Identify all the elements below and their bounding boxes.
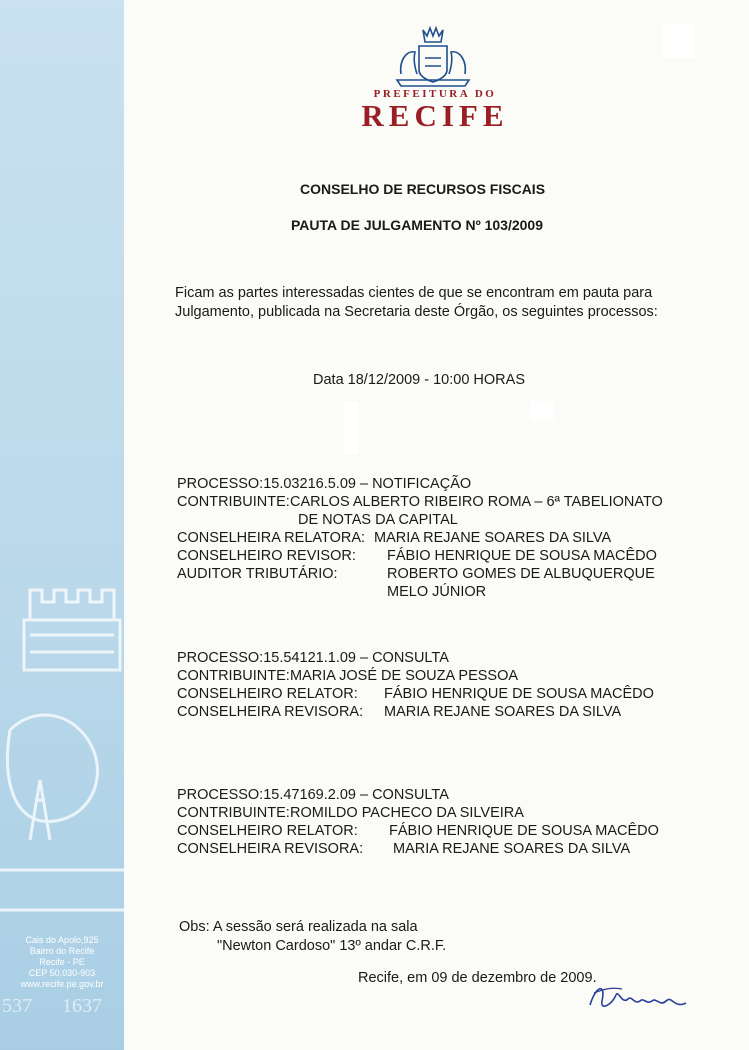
relator-label: CONSELHEIRO RELATOR: <box>177 686 358 702</box>
auditor-value: ROBERTO GOMES DE ALBUQUERQUE <box>387 566 655 582</box>
contribuinte-continuation: DE NOTAS DA CAPITAL <box>298 512 458 528</box>
sidebar-address <box>10 935 114 990</box>
contribuinte-value: ROMILDO PACHECO DA SILVEIRA <box>290 805 524 821</box>
contribuinte-label: CONTRIBUINTE: <box>177 494 290 510</box>
relator-value: MARIA REJANE SOARES DA SILVA <box>374 530 612 546</box>
intro-line: Ficam as partes interessadas cientes de que se encontram em pauta para <box>175 285 653 301</box>
address-website: www.recife.pe.gov.br <box>20 979 104 989</box>
council-title: CONSELHO DE RECURSOS FISCAIS <box>300 181 546 197</box>
auditor-label: AUDITOR TRIBUTÁRIO: <box>177 566 338 582</box>
city-name: RECIFE <box>361 98 509 133</box>
contribuinte-label: CONTRIBUINTE: <box>177 805 290 821</box>
sidebar-strip <box>0 0 124 1050</box>
blank-patch <box>344 402 358 454</box>
process-number: PROCESSO:15.54121.1.09 – CONSULTA <box>177 650 449 666</box>
relator-value: FÁBIO HENRIQUE DE SOUSA MACÊDO <box>384 686 654 702</box>
process-number: PROCESSO:15.47169.2.09 – CONSULTA <box>177 787 449 803</box>
address-line: Cais do Apolo,925 <box>25 935 99 945</box>
revisor-value: MARIA REJANE SOARES DA SILVA <box>393 841 631 857</box>
contribuinte-label: CONTRIBUINTE: <box>177 668 290 684</box>
relator-value: FÁBIO HENRIQUE DE SOUSA MACÊDO <box>389 823 659 839</box>
observation <box>179 918 446 956</box>
place-date: Recife, em 09 de dezembro de 2009. <box>358 970 597 986</box>
auditor-continuation: MELO JÚNIOR <box>387 584 487 600</box>
revisor-label: CONSELHEIRO REVISOR: <box>177 548 356 564</box>
handwritten-signature-icon <box>582 975 692 1020</box>
agenda-title: PAUTA DE JULGAMENTO Nº 103/2009 <box>291 217 543 233</box>
obs-line: "Newton Cardoso" 13º andar C.R.F. <box>217 938 447 954</box>
address-line: CEP 50.030-903 <box>28 968 96 978</box>
blank-patch <box>663 24 695 58</box>
intro-paragraph <box>175 284 695 322</box>
prefeitura-label: PREFEITURA DO <box>373 88 497 100</box>
revisor-label: CONSELHEIRA REVISORA: <box>177 704 364 720</box>
revisor-value: MARIA REJANE SOARES DA SILVA <box>384 704 622 720</box>
session-date: Data 18/12/2009 - 10:00 HORAS <box>313 372 525 388</box>
watermark-year-1: 537 <box>2 995 32 1017</box>
process-number: PROCESSO:15.03216.5.09 – NOTIFICAÇÃO <box>177 476 472 492</box>
contribuinte-value: MARIA JOSÉ DE SOUZA PESSOA <box>290 668 519 684</box>
blank-patch <box>530 401 554 420</box>
address-line: Bairro do Recife <box>29 946 95 956</box>
recife-coat-of-arms-icon <box>393 24 473 88</box>
watermark-year-2: 1637 <box>62 995 102 1017</box>
relator-label: CONSELHEIRA RELATORA: <box>177 530 366 546</box>
intro-line: Julgamento, publicada na Secretaria deste Órgão, os seguintes processos: <box>175 304 658 320</box>
contribuinte-value: CARLOS ALBERTO RIBEIRO ROMA – 6ª TABELIONATO <box>290 494 663 510</box>
relator-label: CONSELHEIRO RELATOR: <box>177 823 358 839</box>
revisor-label: CONSELHEIRA REVISORA: <box>177 841 364 857</box>
obs-line: Obs: A sessão será realizada na sala <box>179 919 418 935</box>
address-line: Recife - PE <box>39 957 85 967</box>
revisor-value: FÁBIO HENRIQUE DE SOUSA MACÊDO <box>387 548 657 564</box>
